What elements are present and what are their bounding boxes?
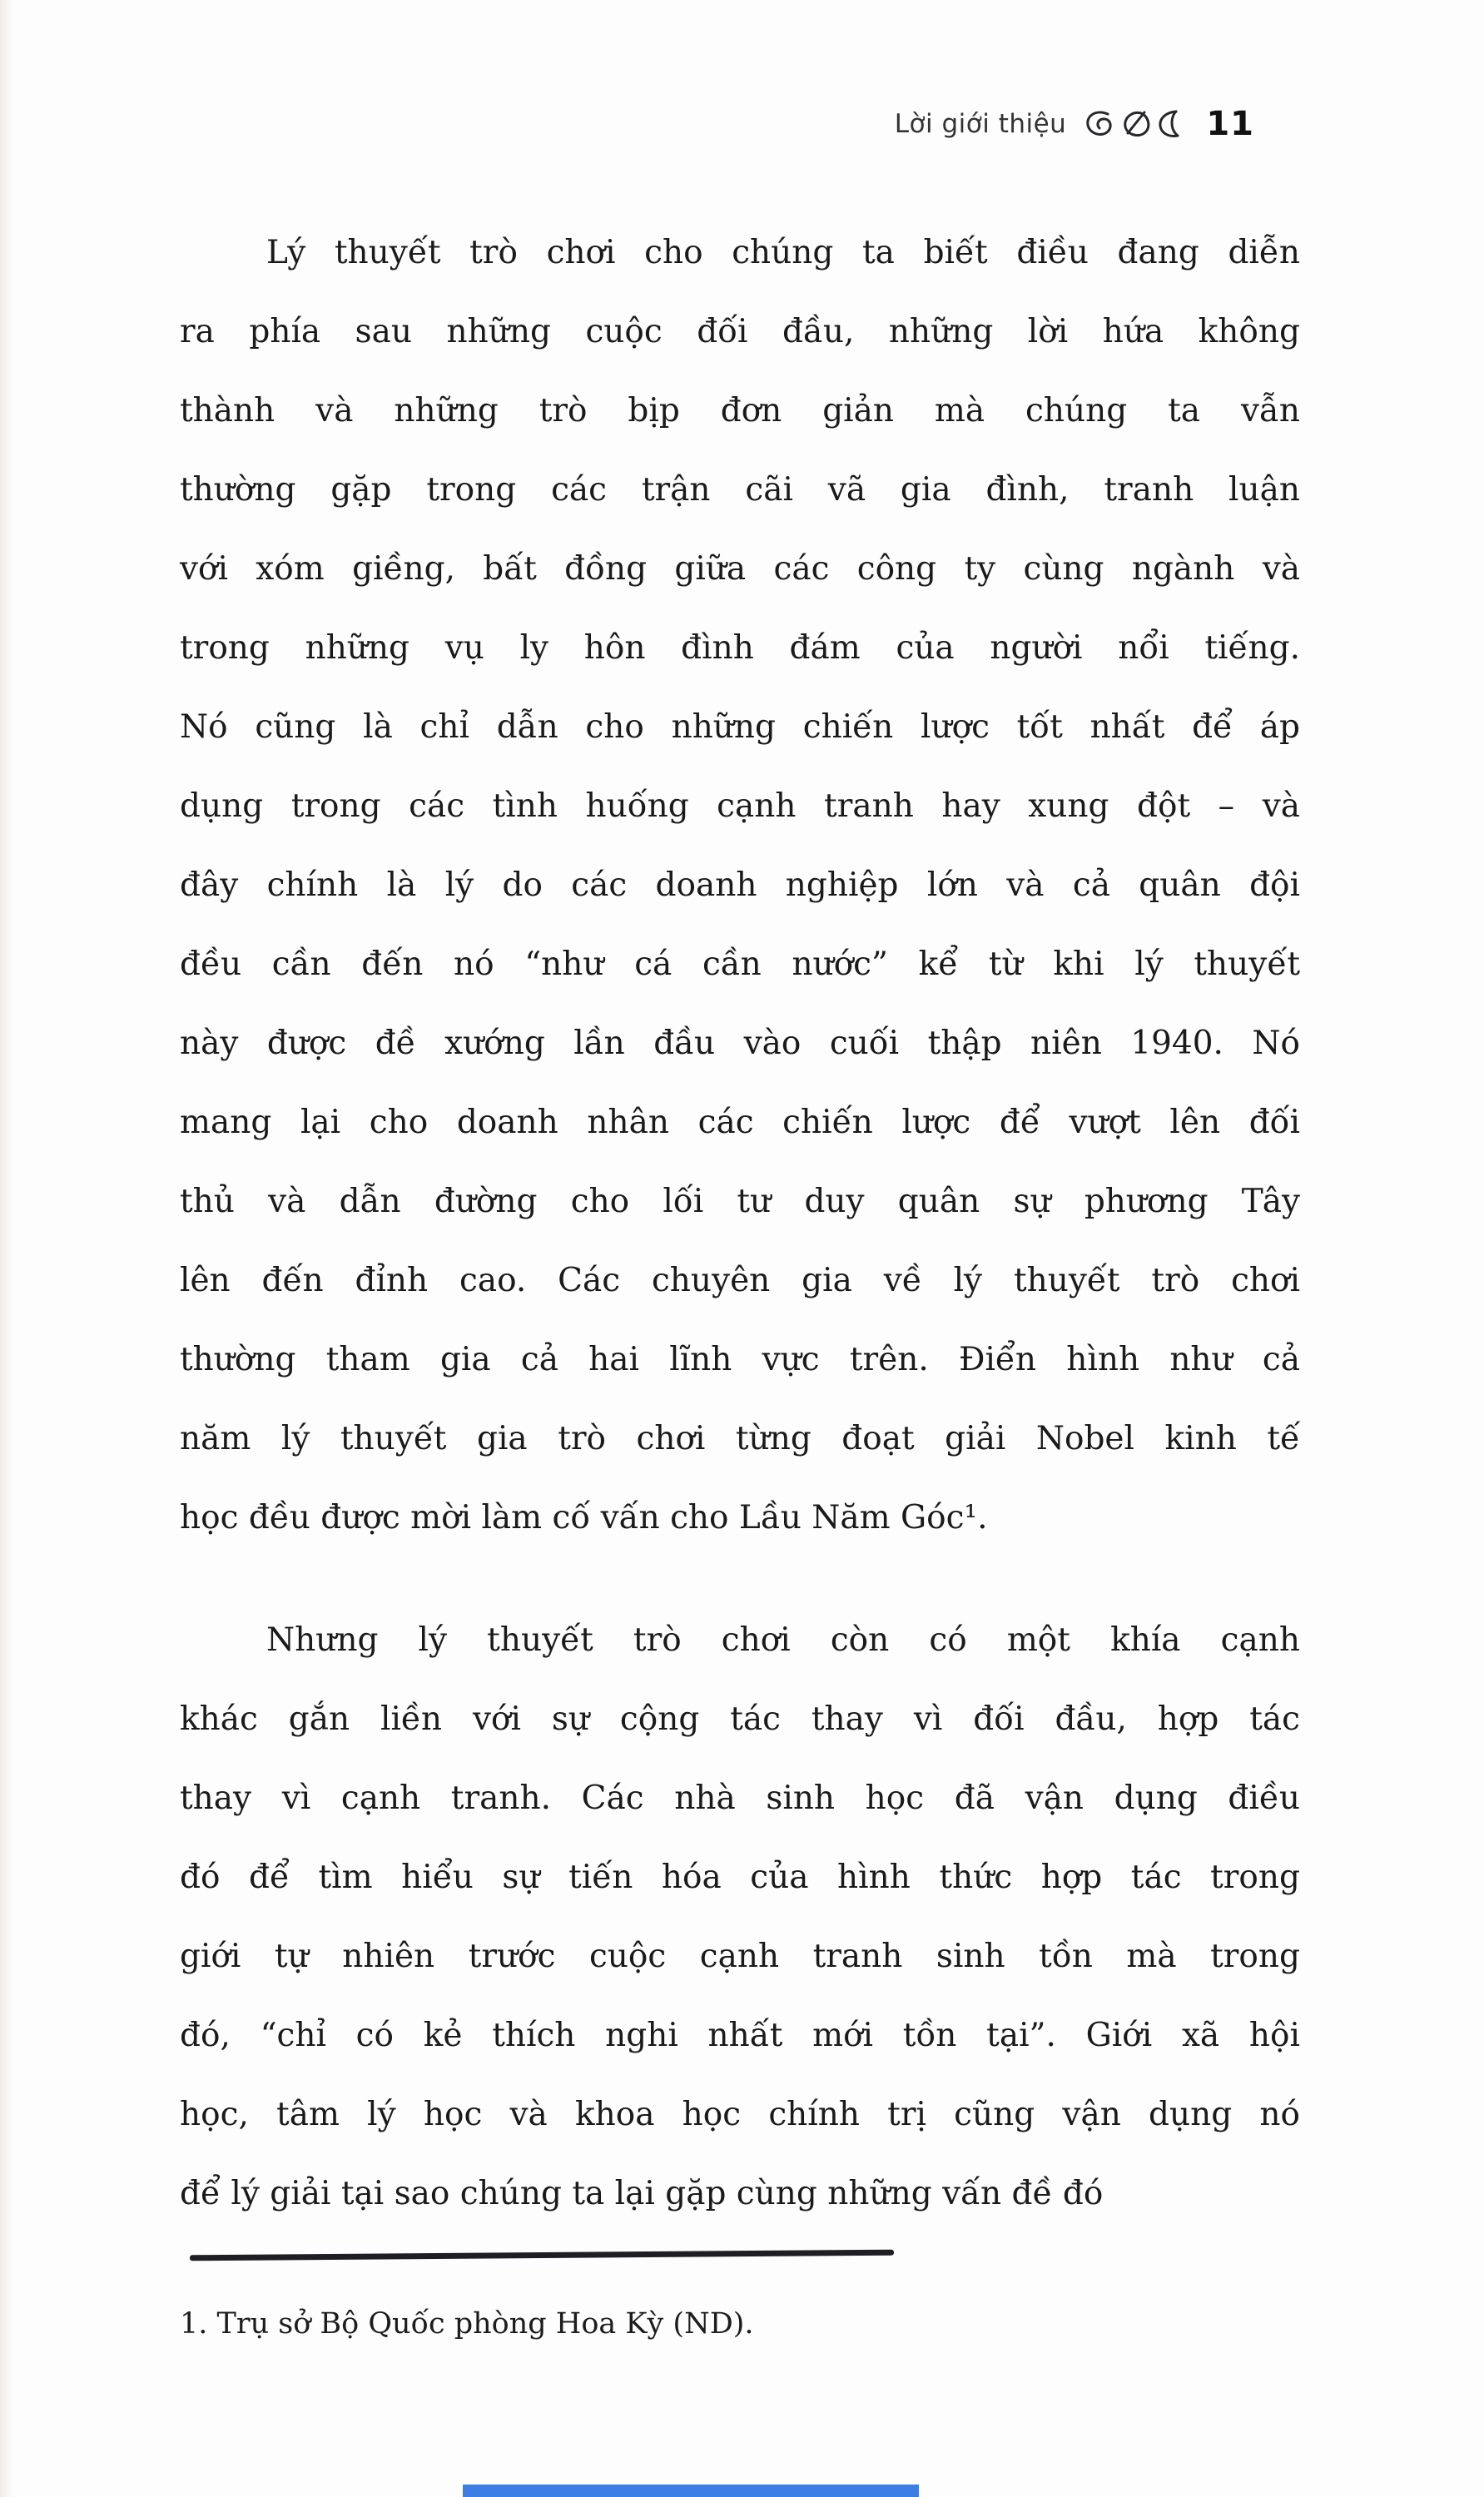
page-edge-shadow [0, 0, 13, 2497]
text-line: giới tự nhiên trước cuộc cạnh tranh sinh tồn mà trong [180, 1938, 1300, 1975]
text-line: với xóm giềng, bất đồng giữa các công ty cùng ngành và [180, 550, 1300, 588]
paragraph-1 [180, 213, 1300, 1557]
text-line: khác gắn liền với sự cộng tác thay vì đối đầu, hợp tác [180, 1700, 1300, 1738]
text-line: Nhưng lý thuyết trò chơi còn có một khía cạnh [266, 1621, 1300, 1659]
text-line: lên đến đỉnh cao. Các chuyên gia về lý thuyết trò chơi [180, 1262, 1300, 1299]
text-line: ra phía sau những cuộc đối đầu, những lời hứa không [180, 313, 1300, 350]
text-line: Nó cũng là chỉ dẫn cho những chiến lược tốt nhất để áp [180, 708, 1300, 746]
section-title: Lời giới thiệu [894, 109, 1067, 139]
text-line: đó, “chỉ có kẻ thích nghi nhất mới tồn tại”. Giới xã hội [180, 2017, 1300, 2054]
text-line: thường gặp trong các trận cãi vã gia đình, tranh luận [180, 471, 1300, 509]
body-text [180, 213, 1300, 2233]
text-line: thủ và dẫn đường cho lối tư duy quân sự phương Tây [180, 1183, 1300, 1220]
text-line: đó để tìm hiểu sự tiến hóa của hình thức hợp tác trong [180, 1859, 1300, 1896]
text-line: mang lại cho doanh nhân các chiến lược để vượt lên đối [180, 1104, 1300, 1141]
text-line: đều cần đến nó “như cá cần nước” kể từ khi lý thuyết [180, 946, 1300, 983]
reader-progress-bar[interactable] [463, 2485, 919, 2497]
text-line: thành và những trò bịp đơn giản mà chúng ta vẫn [180, 392, 1300, 429]
text-line: để lý giải tại sao chúng ta lại gặp cùng những vấn đề đó [180, 2175, 1104, 2212]
footnote: 1. Trụ sở Bộ Quốc phòng Hoa Kỳ (ND). [180, 2307, 754, 2341]
text-line: thay vì cạnh tranh. Các nhà sinh học đã vận dụng điều [180, 1780, 1300, 1817]
paragraph-2 [180, 1601, 1300, 2233]
page-header [895, 105, 1254, 143]
text-line: Lý thuyết trò chơi cho chúng ta biết điều đang diễn [266, 234, 1300, 271]
text-line: trong những vụ ly hôn đình đám của người nổi tiếng. [180, 629, 1300, 667]
footnote-divider [190, 2250, 894, 2261]
text-line: năm lý thuyết gia trò chơi từng đoạt giải Nobel kinh tế [180, 1420, 1300, 1457]
text-line: đây chính là lý do các doanh nghiệp lớn và cả quân đội [180, 866, 1300, 904]
text-line: học, tâm lý học và khoa học chính trị cũng vận dụng nó [180, 2096, 1300, 2133]
text-line: này được đề xướng lần đầu vào cuối thập niên 1940. Nó [180, 1025, 1300, 1062]
text-line: dụng trong các tình huống cạnh tranh hay xung đột – và [180, 787, 1300, 825]
page-number: 11 [1206, 105, 1254, 143]
scroll-leaf-crescent-ornament-icon [1083, 106, 1189, 142]
text-line: học đều được mời làm cố vấn cho Lầu Năm Góc¹. [180, 1499, 988, 1536]
text-line: thường tham gia cả hai lĩnh vực trên. Điển hình như cả [180, 1341, 1300, 1378]
